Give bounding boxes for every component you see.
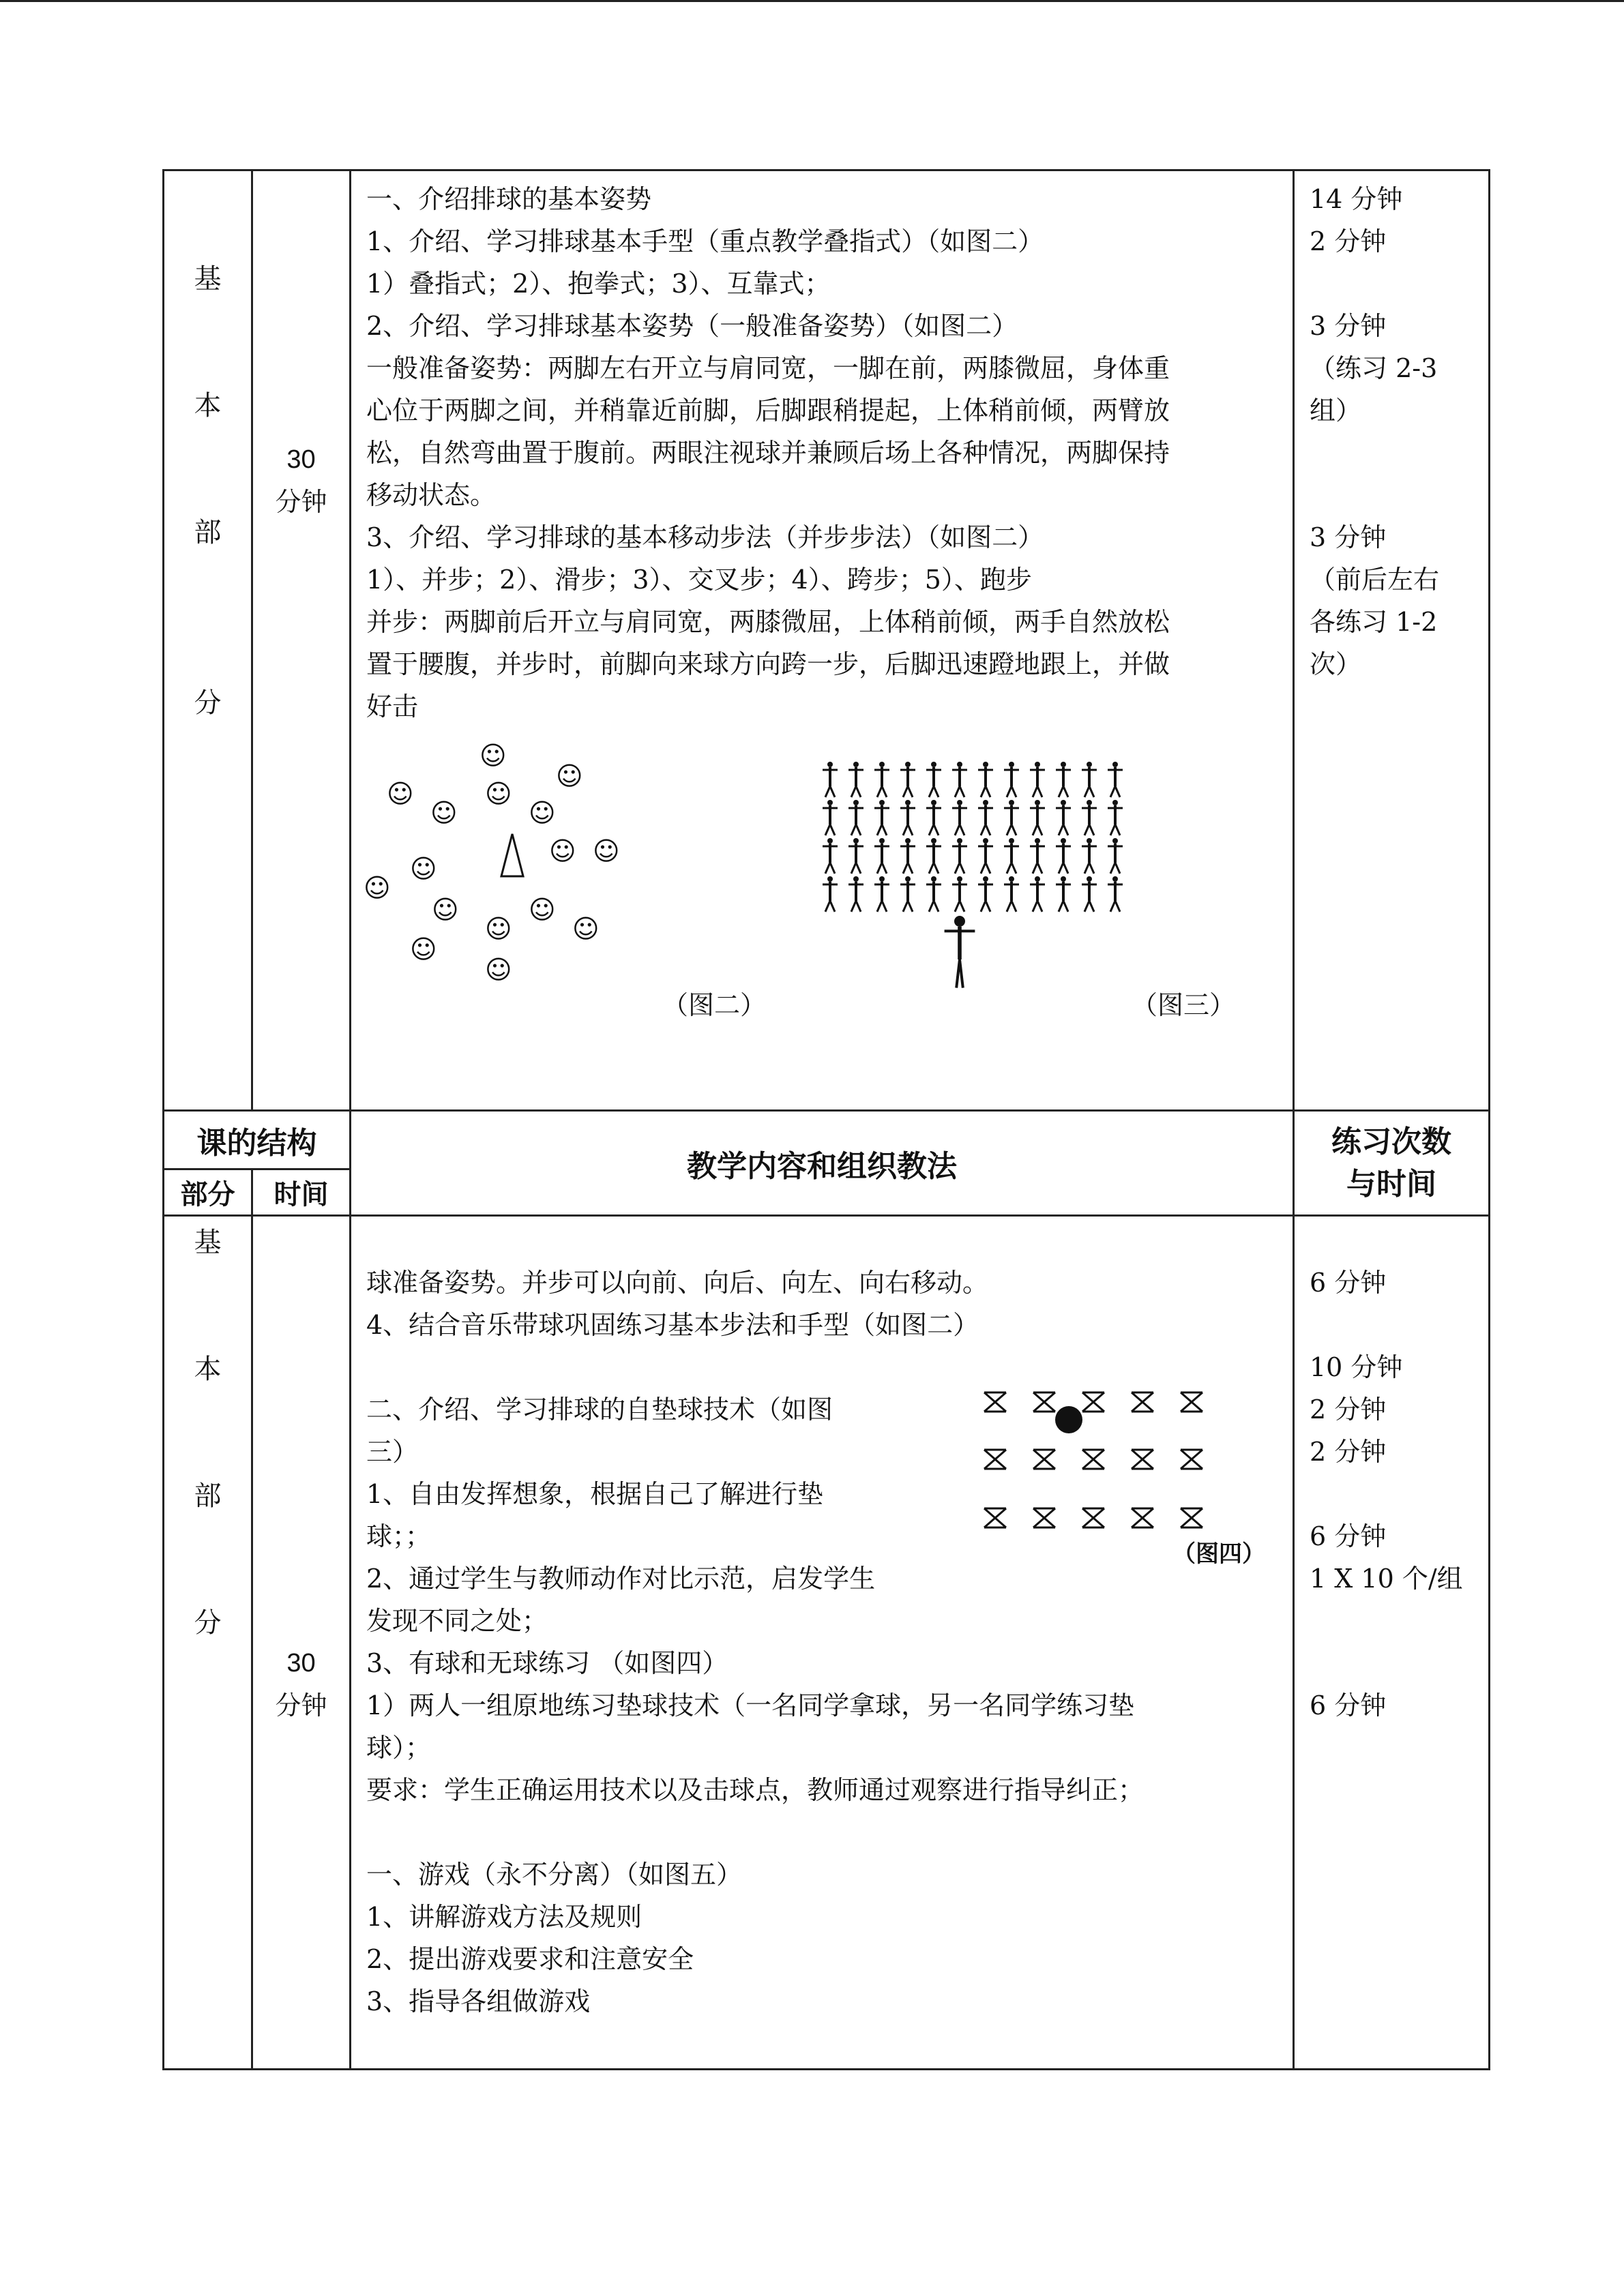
time-cell-2 — [252, 1216, 351, 2070]
teacher-figure-icon — [945, 916, 975, 988]
content-line: 1、介绍、学习排球基本手型（重点教学叠指式）（如图二） — [366, 226, 1044, 256]
content-line: 4、结合音乐带球巩固练习基本步法和手型（如图二） — [366, 1310, 979, 1340]
time-note: 次） — [1310, 649, 1362, 679]
content-line: 3、有球和无球练习 （如图四） — [366, 1648, 728, 1678]
header-content: 教学内容和组织教法 — [351, 1111, 1294, 1216]
header-count-time — [1294, 1111, 1490, 1216]
content-line: 1）两人一组原地练习垫球技术（一名同学拿球，另一名同学练习垫 — [366, 1690, 1135, 1720]
time-note — [1310, 1473, 1473, 1515]
header-count-line1: 练习次数 — [1331, 1124, 1451, 1159]
smiley-icon: ☺ — [430, 798, 458, 828]
header-time: 时间 — [252, 1169, 351, 1216]
time-note: 3 分钟 — [1310, 311, 1387, 341]
row-basic-part-2 — [164, 1216, 1490, 2070]
figure-3-caption: （图三） — [1132, 990, 1236, 1020]
time-note: 各练习 1-2 — [1310, 607, 1438, 637]
content-line: 球；； — [366, 1521, 432, 1551]
content-line: 一、介绍排球的基本姿势 — [366, 184, 652, 214]
time-note: 6 分钟 — [1310, 1268, 1387, 1298]
figure-2-caption: （图二） — [662, 990, 767, 1020]
content-line: 2、介绍、学习排球基本姿势（一般准备姿势）（如图二） — [366, 311, 1018, 341]
content-line: 1、讲解游戏方法及规则 — [366, 1902, 643, 1932]
content-line: 三） — [366, 1437, 419, 1467]
page-top-border — [0, 0, 1624, 2]
content-line: 发现不同之处； — [366, 1606, 548, 1636]
content-line: 1）叠指式；2）、抱拳式；3）、互靠式； — [366, 269, 831, 299]
ball-icon — [1055, 1406, 1082, 1433]
time-note — [1310, 474, 1473, 516]
student-grid — [823, 762, 1123, 912]
part-char: 基 — [194, 1227, 222, 1258]
teacher-triangle-icon — [499, 831, 526, 879]
time-note — [1310, 1642, 1473, 1684]
part-cell-1 — [164, 170, 252, 1111]
smiley-icon: ☺ — [529, 798, 556, 828]
time-notes-1 — [1295, 171, 1488, 685]
time-value: 30 — [286, 1649, 316, 1678]
smiley-icon: ☺ — [549, 836, 576, 866]
time-note — [1310, 1304, 1473, 1346]
part-char: 分 — [194, 1607, 222, 1639]
content-line: 一般准备姿势：两脚左右开立与肩同宽，一脚在前，两膝微屈，身体重 — [366, 353, 1170, 383]
time-note: 6 分钟 — [1310, 1521, 1387, 1551]
time-cell-1 — [252, 170, 351, 1111]
time-note — [1310, 263, 1473, 305]
content-line — [366, 1811, 1278, 1853]
figure-area-1 — [351, 728, 1293, 1109]
smiley-icon: ☺ — [410, 854, 437, 884]
part-char: 部 — [194, 517, 222, 548]
part-char: 分 — [194, 687, 222, 719]
time-note: （前后左右 — [1310, 565, 1440, 595]
smiley-icon: ☺ — [556, 761, 583, 791]
time-note: 组） — [1310, 396, 1362, 426]
time-value: 30 — [286, 445, 316, 474]
part-char: 本 — [194, 390, 222, 421]
figure-2-formation — [351, 728, 665, 1021]
content-line: 3、介绍、学习排球的基本移动步法（并步步法）（如图二） — [366, 522, 1044, 552]
smiley-icon: ☺ — [593, 836, 620, 866]
part-char: 部 — [194, 1480, 222, 1512]
smiley-icon: ☺ — [529, 895, 556, 925]
header-count-line2: 与时间 — [1346, 1167, 1436, 1201]
time-note-cell-2 — [1294, 1216, 1490, 2070]
part-char: 基 — [194, 263, 222, 295]
smiley-icon: ☺ — [572, 914, 600, 944]
time-note: （练习 2-3 — [1310, 353, 1438, 383]
content-line: 移动状态。 — [366, 480, 497, 510]
figure-3-formation — [818, 762, 1138, 994]
smiley-icon: ☺ — [485, 914, 512, 944]
content-line: 心位于两脚之间，并稍靠近前脚，后脚跟稍提起，上体稍前倾，两臂放 — [366, 396, 1170, 426]
figure-4-formation — [979, 1387, 1211, 1544]
content-line: 二、介绍、学习排球的自垫球技术（如图 — [366, 1395, 833, 1425]
time-note: 14 分钟 — [1310, 184, 1403, 214]
content-line: 要求：学生正确运用技术以及击球点，教师通过观察进行指导纠正； — [366, 1775, 1145, 1805]
content-line: 2、通过学生与教师动作对比示范，启发学生 — [366, 1564, 876, 1594]
content-line: 球）； — [366, 1733, 432, 1763]
part-char: 本 — [194, 1354, 222, 1385]
time-unit: 分钟 — [275, 487, 327, 517]
header-structure: 课的结构 — [164, 1111, 351, 1169]
content-left-block — [366, 1388, 926, 1642]
time-unit: 分钟 — [275, 1690, 327, 1720]
content-cell-2 — [351, 1216, 1294, 2070]
content-line: 松，自然弯曲置于腹前。两眼注视球并兼顾后场上各种情况，两脚保持 — [366, 438, 1170, 468]
time-note: 3 分钟 — [1310, 522, 1387, 552]
content-text-2 — [351, 1217, 1293, 2023]
content-line: 并步：两脚前后开立与肩同宽，两膝微屈，上体稍前倾，两手自然放松 — [366, 607, 1170, 637]
lesson-plan-table — [162, 169, 1490, 2070]
smiley-icon: ☺ — [364, 873, 391, 903]
content-line — [366, 1346, 1278, 1388]
time-note — [1310, 432, 1473, 474]
content-cell-1 — [351, 170, 1294, 1111]
time-note-cell-1 — [1294, 170, 1490, 1111]
content-line: 好击 — [366, 691, 419, 721]
row-basic-part-1 — [164, 170, 1490, 1111]
time-note: 10 分钟 — [1310, 1352, 1403, 1382]
time-note: 2 分钟 — [1310, 1437, 1387, 1467]
content-text-1 — [351, 171, 1293, 728]
content-line: 3、指导各组做游戏 — [366, 1986, 591, 2016]
time-note: 6 分钟 — [1310, 1690, 1387, 1720]
smiley-icon: ☺ — [387, 779, 414, 809]
time-note: 2 分钟 — [1310, 226, 1387, 256]
part-cell-2 — [164, 1216, 252, 2070]
content-line: 1）、并步；2）、滑步；3）、交叉步；4）、跨步；5）、跑步 — [366, 565, 1032, 595]
smiley-icon: ☺ — [485, 779, 512, 809]
header-part: 部分 — [164, 1169, 252, 1216]
smiley-icon: ☺ — [432, 895, 459, 925]
smiley-icon: ☺ — [479, 741, 507, 771]
content-line: 球准备姿势。并步可以向前、向后、向左、向右移动。 — [366, 1268, 989, 1298]
header-row-1 — [164, 1111, 1490, 1169]
smiley-icon: ☺ — [410, 934, 437, 964]
time-note — [1310, 1600, 1473, 1642]
content-line: 2、提出游戏要求和注意安全 — [366, 1944, 694, 1974]
content-line: 一、游戏（永不分离）（如图五） — [366, 1860, 743, 1890]
time-notes-2 — [1295, 1217, 1488, 1727]
smiley-icon: ☺ — [485, 955, 512, 985]
time-note: 2 分钟 — [1310, 1395, 1387, 1425]
time-note: 1 X 10 个/组 — [1310, 1564, 1463, 1594]
content-line: 置于腰腹，并步时，前脚向来球方向跨一步，后脚迅速蹬地跟上，并做 — [366, 649, 1170, 679]
figure-4-caption: （图四） — [1172, 1541, 1265, 1567]
content-line: 1、自由发挥想象，根据自己了解进行垫 — [366, 1479, 824, 1509]
